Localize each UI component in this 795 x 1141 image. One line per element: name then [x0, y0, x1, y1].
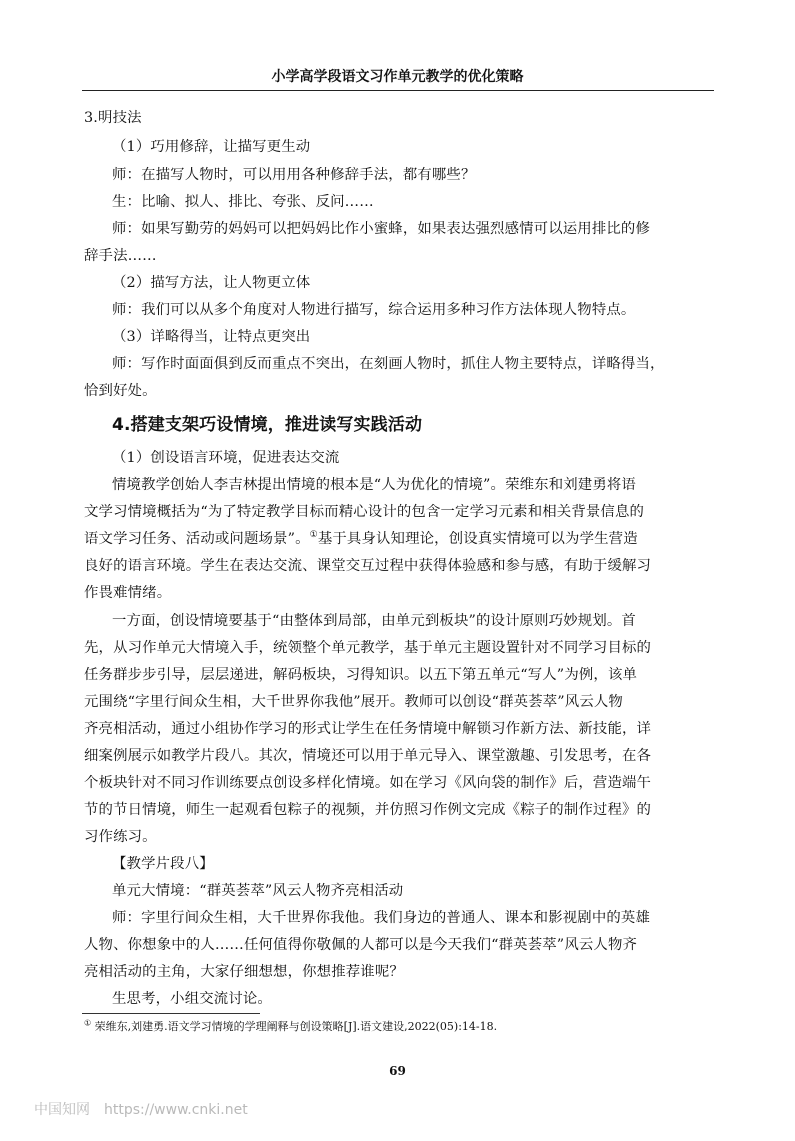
header-rule	[82, 90, 714, 91]
dialogue-line: 师：我们可以从多个角度对人物进行描写，综合运用多种习作方法体现人物特点。	[112, 302, 636, 318]
body-line: 节的节日情境，师生一起观看包粽子的视频，并仿照习作例文完成《粽子的制作过程》的	[84, 802, 652, 818]
dialogue-line: 师：写作时面面俱到反而重点不突出，在刻画人物时，抓住人物主要特点，详略得当，	[112, 356, 665, 372]
body-line: 细案例展示如教学片段八。其次，情境还可以用于单元导入、课堂激趣、引发思考，在各	[84, 748, 652, 764]
body-line: 个板块针对不同习作训练要点创设多样化情境。如在学习《风向袋的制作》后，营造端午	[84, 775, 652, 791]
fragment-line: 单元大情境：“群英荟萃”风云人物齐亮相活动	[112, 883, 404, 899]
cnki-watermark: 中国知网 https://www.cnki.net	[34, 1102, 248, 1118]
dialogue-line: 师：如果写勤劳的妈妈可以把妈妈比作小蜜蜂，如果表达强烈感情可以运用排比的修	[112, 221, 651, 237]
dialogue-line: 生：比喻、拟人、排比、夸张、反问……	[112, 194, 374, 210]
section-heading-4: 4.搭建支架巧设情境，推进读写实践活动	[112, 415, 423, 435]
subheading-3: （3）详略得当，让特点更突出	[112, 329, 311, 345]
body-text: 基于具身认知理论，创设真实情境可以为学生营造	[317, 531, 638, 547]
body-line: 情境教学创始人李吉林提出情境的根本是“人为优化的情境”。荣维东和刘建勇将语	[112, 477, 636, 493]
fragment-title: 【教学片段八】	[112, 856, 214, 872]
body-line: 良好的语言环境。学生在表达交流、课堂交互过程中获得体验感和参与感，有助于缓解习	[84, 558, 652, 574]
body-line: 作畏难情绪。	[84, 585, 172, 601]
dialogue-line-cont: 辞手法……	[84, 248, 157, 264]
body-line: 元围绕“字里行间众生相，大千世界你我他”展开。教师可以创设“群英荟萃”风云人物	[84, 694, 623, 710]
subheading-1: （1）巧用修辞，让描写更生动	[112, 139, 311, 155]
section-heading-3: 3.明技法	[84, 110, 142, 126]
body-line: 先，从习作单元大情境入手，统领整个单元教学，基于单元主题设置针对不同学习目标的	[84, 640, 652, 656]
running-header: 小学高学段语文习作单元教学的优化策略	[271, 69, 524, 85]
dialogue-line-cont: 恰到好处。	[84, 383, 157, 399]
footnote-rule	[82, 1013, 260, 1014]
fragment-line: 人物、你想象中的人……任何值得你敬佩的人都可以是今天我们“群英荟萃”风云人物齐	[84, 937, 638, 953]
body-line: 习作练习。	[84, 829, 157, 845]
fragment-line: 生思考，小组交流讨论。	[112, 991, 272, 1007]
body-line	[84, 527, 638, 548]
footnote-text: 荣维东,刘建勇.语文学习情境的学理阐释与创设策略[J].语文建设,2022(05):14-18.	[94, 1020, 498, 1033]
body-line: 一方面，创设情境要基于“由整体到局部，由单元到板块”的设计原则巧妙规划。首	[112, 613, 636, 629]
body-text: 语文学习任务、活动或问题场景”。	[84, 531, 310, 547]
dialogue-line: 师：在描写人物时，可以用用各种修辞手法，都有哪些？	[112, 167, 476, 183]
footnote-ref[interactable]: ①	[309, 530, 318, 541]
body-line: 文学习情境概括为“为了特定教学目标而精心设计的包含一定学习元素和相关背景信息的	[84, 504, 645, 520]
footnote-mark: ①	[84, 1018, 92, 1028]
fragment-line: 师：字里行间众生相，大千世界你我他。我们身边的普通人、课本和影视剧中的英雄	[112, 910, 651, 926]
page-number: 69	[389, 1064, 406, 1078]
fragment-line: 亮相活动的主角，大家仔细想想，你想推荐谁呢？	[84, 964, 404, 980]
subheading-2: （2）描写方法，让人物更立体	[112, 275, 311, 291]
subheading: （1）创设语言环境，促进表达交流	[112, 450, 340, 466]
footnote	[84, 1018, 497, 1034]
body-line: 任务群步步引导，层层递进，解码板块，习得知识。以五下第五单元“写人”为例，该单	[84, 667, 638, 683]
body-line: 齐亮相活动，通过小组协作学习的形式让学生在任务情境中解锁习作新方法、新技能，详	[84, 721, 652, 737]
